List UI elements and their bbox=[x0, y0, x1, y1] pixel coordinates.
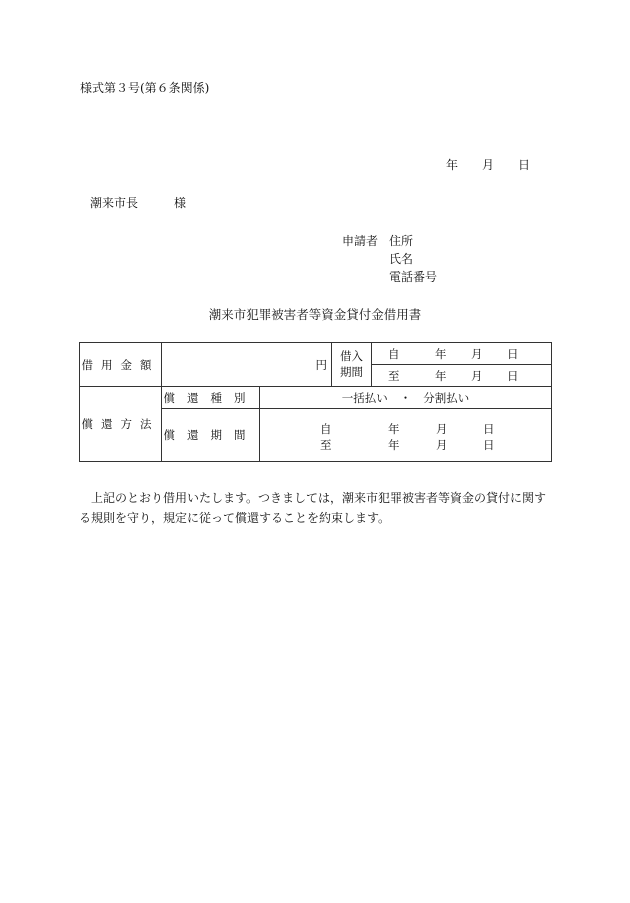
borrow-to-year: 年 bbox=[435, 368, 447, 383]
date-day-label: 日 bbox=[518, 158, 531, 172]
borrow-period-to[interactable] bbox=[372, 365, 552, 387]
loan-table bbox=[79, 342, 552, 462]
borrow-from-label: 自 bbox=[388, 346, 400, 361]
addressee bbox=[90, 197, 186, 209]
repayment-period-label: 償還期間 bbox=[162, 409, 260, 462]
yen-unit: 円 bbox=[315, 357, 327, 372]
repay-to-label: 至 bbox=[320, 438, 332, 452]
repayment-type-separator: ・ bbox=[399, 390, 412, 405]
document-title: 潮来市犯罪被害者等資金貸付金借用書 bbox=[208, 307, 422, 322]
date-month-label: 月 bbox=[482, 158, 495, 172]
applicant-label: 申請者 bbox=[342, 234, 379, 248]
repay-to-day: 日 bbox=[483, 438, 495, 452]
borrow-from-day: 日 bbox=[507, 346, 519, 361]
repayment-method-label: 償還方法 bbox=[80, 387, 162, 462]
borrow-to-month: 月 bbox=[471, 368, 483, 383]
closing-paragraph bbox=[79, 488, 554, 528]
borrow-from-year: 年 bbox=[435, 346, 447, 361]
date-line bbox=[446, 159, 530, 171]
repay-from-month: 月 bbox=[436, 422, 448, 436]
form-number: 様式第３号(第６条関係) bbox=[80, 81, 210, 95]
date-year-label: 年 bbox=[446, 158, 459, 172]
applicant-phone-label: 電話番号 bbox=[389, 270, 438, 284]
borrow-period-label-line1: 借入 bbox=[340, 348, 363, 363]
repayment-type-options[interactable] bbox=[260, 387, 552, 409]
repayment-type-label: 償還種別 bbox=[162, 387, 260, 409]
borrow-period-label bbox=[332, 343, 372, 387]
repayment-period-to bbox=[320, 437, 495, 453]
repayment-type-lump[interactable]: 一括払い bbox=[341, 390, 388, 405]
repay-from-year: 年 bbox=[388, 422, 400, 436]
closing-text: 上記のとおり借用いたします。つきましては，潮来市犯罪被害者等資金の貸付に関する規則を守り，規定に従って償還することを約束します。 bbox=[79, 491, 547, 525]
repay-to-year: 年 bbox=[388, 438, 400, 452]
repay-to-month: 月 bbox=[436, 438, 448, 452]
repayment-period-field[interactable] bbox=[260, 409, 552, 462]
borrow-to-day: 日 bbox=[507, 368, 519, 383]
repay-from-day: 日 bbox=[483, 422, 495, 436]
loan-amount-field[interactable] bbox=[162, 343, 332, 387]
borrow-period-from[interactable] bbox=[372, 343, 552, 365]
borrow-period-label-line2: 期間 bbox=[340, 364, 363, 379]
applicant-address-label: 住所 bbox=[389, 234, 414, 248]
addressee-honorific: 様 bbox=[174, 196, 187, 210]
borrow-from-month: 月 bbox=[471, 346, 483, 361]
addressee-name: 潮来市長 bbox=[90, 196, 139, 210]
repayment-type-installment[interactable]: 分割払い bbox=[423, 390, 470, 405]
repayment-period-from bbox=[320, 421, 495, 437]
loan-amount-label: 借用金額 bbox=[80, 343, 162, 387]
borrow-to-label: 至 bbox=[388, 368, 400, 383]
repay-from-label: 自 bbox=[320, 422, 332, 436]
applicant-name-label: 氏名 bbox=[389, 252, 414, 266]
